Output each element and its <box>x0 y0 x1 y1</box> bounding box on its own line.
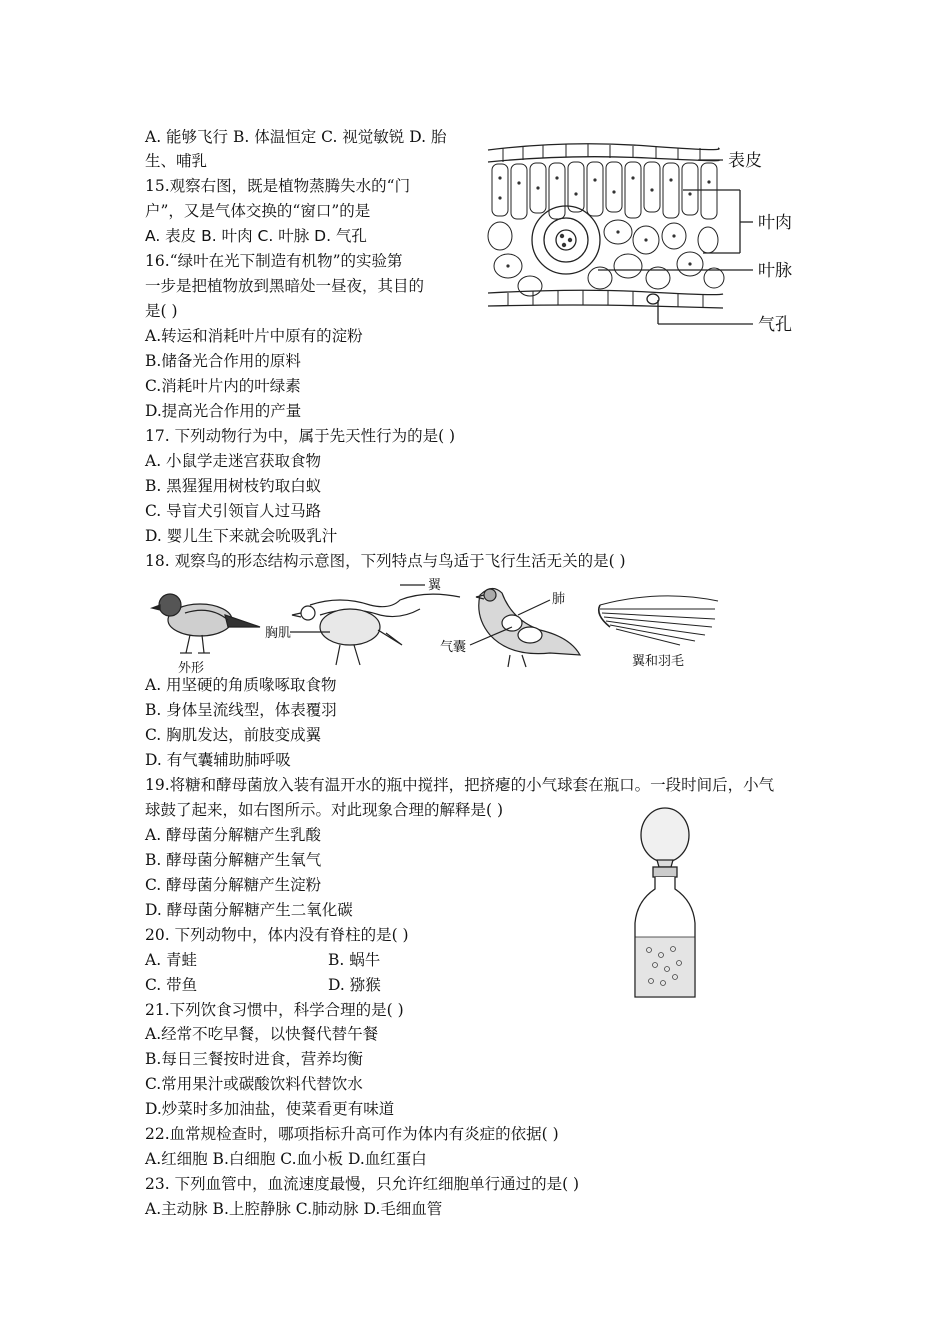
q18-option-d: D. 有气囊辅助肺呼吸 <box>145 751 291 769</box>
q19-stem-line2: 球鼓了起来，如右图所示。对此现象合理的解释是( ) <box>145 801 504 819</box>
q21-option-b: B.每日三餐按时进食，营养均衡 <box>145 1050 363 1068</box>
q20-option-b: B. 蜗牛 <box>328 951 381 969</box>
leaf-label-epidermis: 表皮 <box>728 151 762 171</box>
q21-option-c: C.常用果汁或碳酸饮料代替饮水 <box>145 1075 363 1093</box>
bird-label-air-sac: 气囊 <box>440 640 467 655</box>
q17-option-c: C. 导盲犬引领盲人过马路 <box>145 502 322 520</box>
q16-stem-line3: 是( ) <box>145 302 178 320</box>
q16-stem-line1: 16.“绿叶在光下制造有机物”的实验第 <box>145 252 403 270</box>
balloon-bottle-figure <box>615 805 715 1005</box>
q16-option-b: B.储备光合作用的原料 <box>145 352 301 370</box>
leaf-label-stoma: 气孔 <box>758 315 792 335</box>
q22-options: A.红细胞 B.白细胞 C.血小板 D.血红蛋白 <box>145 1150 427 1168</box>
bird-label-chest-muscle: 胸肌 <box>265 626 292 641</box>
q15-stem-line2: 户”，又是气体交换的“窗口”的是 <box>145 202 371 220</box>
q18-option-c: C. 胸肌发达，前肢变成翼 <box>145 726 322 744</box>
q20-option-a: A. 青蛙 <box>145 951 198 969</box>
leaf-label-vein: 叶脉 <box>758 261 792 281</box>
bird-outer-form <box>152 594 260 653</box>
bird-label-outer: 外形 <box>178 661 205 675</box>
q22-stem: 22.血常规检查时，哪项指标升高可作为体内有炎症的依据( ) <box>145 1125 559 1143</box>
q19-option-b: B. 酵母菌分解糖产生氧气 <box>145 851 322 869</box>
q19-option-a: A. 酵母菌分解糖产生乳酸 <box>145 826 322 844</box>
bird-skeleton <box>290 585 460 665</box>
q21-option-a: A.经常不吃早餐，以快餐代替午餐 <box>145 1025 379 1043</box>
q21-stem: 21.下列饮食习惯中，科学合理的是( ) <box>145 1001 404 1019</box>
bird-wing-feathers <box>599 596 718 645</box>
bird-label-lung: 肺 <box>552 592 566 607</box>
bird-structure-figure <box>140 575 740 675</box>
bird-label-wing-feathers: 翼和羽毛 <box>632 654 685 669</box>
q20-stem: 20. 下列动物中，体内没有脊柱的是( ) <box>145 926 409 944</box>
q17-option-a: A. 小鼠学走迷宫获取食物 <box>145 452 322 470</box>
q23-stem: 23. 下列血管中，血流速度最慢，只允许红细胞单行通过的是( ) <box>145 1175 580 1193</box>
q17-option-d: D. 婴儿生下来就会吮吸乳汁 <box>145 527 338 545</box>
q16-option-d: D.提高光合作用的产量 <box>145 402 302 420</box>
q18-option-a: A. 用坚硬的角质喙啄取食物 <box>145 676 337 694</box>
q18-stem: 18. 观察鸟的形态结构示意图，下列特点与鸟适于飞行生活无关的是( ) <box>145 552 626 570</box>
q14-options: A. 能够飞行 B. 体温恒定 C. 视觉敏锐 D. 胎 <box>145 128 447 146</box>
leaf-cross-section-figure <box>478 128 808 343</box>
q16-option-a: A.转运和消耗叶片中原有的淀粉 <box>145 327 363 345</box>
leaf-label-mesophyll: 叶肉 <box>758 213 792 233</box>
q20-option-c: C. 带鱼 <box>145 976 198 994</box>
q19-option-c: C. 酵母菌分解糖产生淀粉 <box>145 876 322 894</box>
q14-options-cont: 生、哺乳 <box>145 152 208 170</box>
q16-option-c: C.消耗叶片内的叶绿素 <box>145 377 301 395</box>
q23-options: A.主动脉 B.上腔静脉 C.肺动脉 D.毛细血管 <box>145 1200 443 1218</box>
q19-stem-line1: 19.将糖和酵母菌放入装有温开水的瓶中搅拌，把挤瘪的小气球套在瓶口。一段时间后，小气 <box>145 776 775 794</box>
q20-option-d: D. 猕猴 <box>328 976 381 994</box>
q17-option-b: B. 黑猩猩用树枝钓取白蚁 <box>145 477 322 495</box>
q16-stem-line2: 一步是把植物放到黑暗处一昼夜，其目的 <box>145 277 425 295</box>
bird-label-wing: 翼 <box>428 578 442 593</box>
q15-options: A. 表皮 B. 叶肉 C. 叶脉 D. 气孔 <box>145 227 367 245</box>
q19-option-d: D. 酵母菌分解糖产生二氧化碳 <box>145 901 353 919</box>
q17-stem: 17. 下列动物行为中，属于先天性行为的是( ) <box>145 427 456 445</box>
q15-stem-line1: 15.观察右图，既是植物蒸腾失水的“门 <box>145 177 411 195</box>
q21-option-d: D.炒菜时多加油盐，使菜看更有味道 <box>145 1100 395 1118</box>
q18-option-b: B. 身体呈流线型，体表覆羽 <box>145 701 337 719</box>
